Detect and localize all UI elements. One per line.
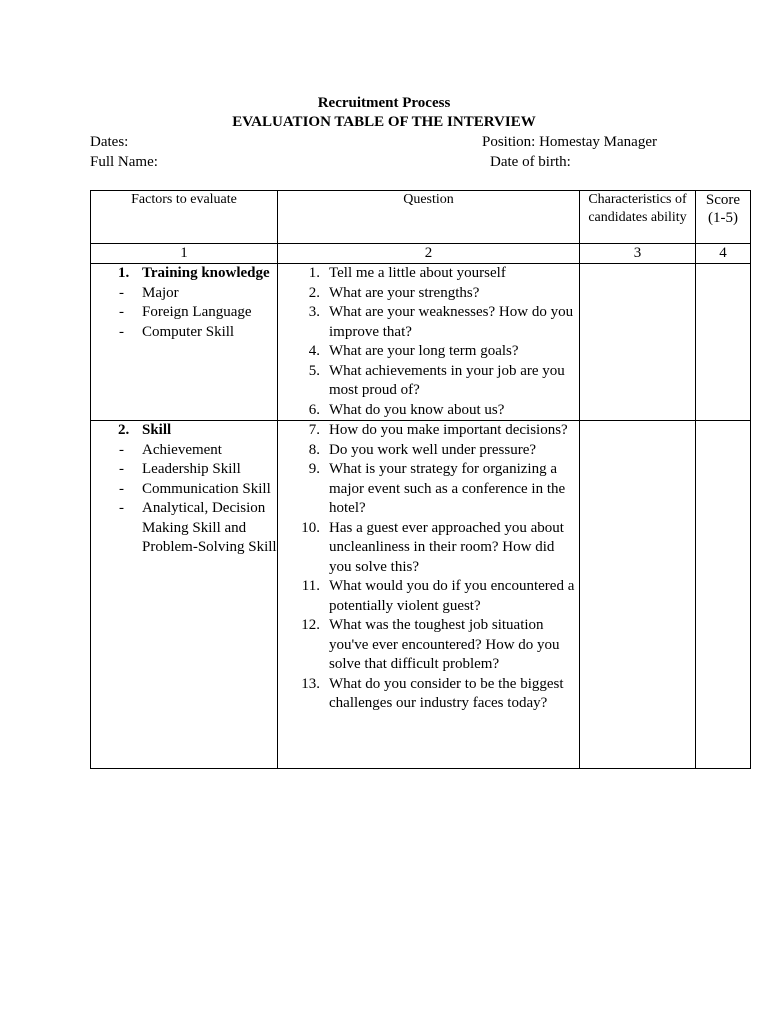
section-title — [91, 421, 277, 441]
question-number: 13. — [301, 675, 320, 692]
factor-item: - Achievement — [119, 441, 222, 458]
factors-cell — [91, 264, 278, 421]
questions-cell — [278, 421, 580, 769]
characteristics-cell[interactable] — [580, 421, 696, 769]
document-subtitle: EVALUATION TABLE OF THE INTERVIEW — [232, 114, 536, 130]
question-text: What are your long term goals? — [329, 343, 519, 359]
question-text: What are your weaknesses? How do you improve that? — [329, 304, 574, 340]
question-number: 5. — [308, 362, 320, 379]
factor-text: Analytical, Decision Making Skill and Problem-Solving Skill — [142, 500, 277, 555]
question-item — [278, 401, 579, 421]
question-number: 7. — [308, 422, 320, 438]
factor-text: Foreign Language — [142, 304, 252, 320]
question-number: 4. — [308, 343, 320, 359]
score-cell[interactable] — [696, 264, 751, 421]
question-item — [278, 441, 579, 461]
column-number: 1 — [91, 244, 278, 264]
question-text: Has a guest ever approached you about uncleanliness in their room? How did you solve this? — [329, 519, 564, 575]
column-number-row — [91, 244, 751, 264]
factor-text: Major — [142, 284, 179, 301]
section-number: 2. — [118, 422, 130, 438]
factor-text: Communication Skill — [142, 480, 271, 497]
question-item — [278, 675, 579, 714]
question-text: What achievements in your job are you most proud of? — [329, 362, 565, 398]
section-title-text: Training knowledge — [142, 265, 270, 281]
section-number: 1. — [118, 265, 130, 281]
table-row — [91, 264, 751, 421]
table-row — [91, 421, 751, 769]
factor-item: - Computer Skill — [119, 323, 235, 340]
question-number: 2. — [308, 284, 320, 301]
question-item — [278, 264, 579, 284]
question-text: Do you work well under pressure? — [329, 441, 537, 458]
question-number: 10. — [301, 519, 320, 536]
question-item — [278, 460, 579, 519]
date-of-birth-label: Date of birth: — [490, 154, 571, 170]
factor-text: Achievement — [142, 441, 222, 458]
question-item — [278, 616, 579, 675]
question-item — [278, 519, 579, 578]
position-label: Position: Homestay Manager — [482, 134, 657, 150]
column-header-factors: Factors to evaluate — [91, 191, 278, 244]
question-item — [278, 284, 579, 304]
factor-item: - Communication Skill — [119, 480, 271, 497]
question-text: What are your strengths? — [329, 284, 480, 301]
factor-item: - Analytical, Decision Making Skill and Problem-Solving Skill — [119, 500, 277, 555]
question-number: 6. — [308, 401, 320, 418]
question-text: What do you know about us? — [329, 401, 505, 418]
question-number: 12. — [301, 617, 320, 633]
factors-cell — [91, 421, 278, 769]
question-item — [278, 421, 579, 441]
factor-item: - Foreign Language — [119, 304, 252, 320]
question-text: What is your strategy for organizing a major event such as a conference in the hotel? — [329, 461, 566, 516]
question-text: How do you make important decisions? — [329, 422, 568, 438]
questions-cell — [278, 264, 580, 421]
question-text: What was the toughest job situation you've ever encountered? How do you solve that difficult problem? — [329, 617, 560, 672]
section-title-text: Skill — [142, 422, 172, 438]
factor-item: - Leadership Skill — [119, 461, 241, 477]
factor-text: Leadership Skill — [142, 461, 241, 477]
question-item — [278, 362, 579, 401]
full-name-label: Full Name: — [90, 154, 158, 170]
document-title: Recruitment Process — [317, 95, 451, 111]
question-number: 3. — [308, 304, 320, 320]
question-number: 11. — [301, 578, 320, 594]
column-header-question: Question — [278, 191, 580, 244]
column-header-score: Score (1-5) — [696, 191, 751, 244]
evaluation-table — [90, 190, 751, 769]
question-text: What do you consider to be the biggest challenges our industry faces today? — [329, 675, 564, 711]
score-cell[interactable] — [696, 421, 751, 769]
question-text: What would you do if you encountered a potentially violent guest? — [329, 578, 575, 614]
question-number: 1. — [308, 265, 320, 281]
question-item — [278, 577, 579, 616]
column-header-characteristics: Characteristics of candidates ability — [580, 191, 696, 244]
dates-label: Dates: — [90, 134, 129, 150]
factor-item: - Major — [119, 284, 179, 301]
section-title — [91, 264, 277, 284]
question-text: Tell me a little about yourself — [329, 265, 506, 281]
column-number: 4 — [696, 244, 751, 264]
characteristics-cell[interactable] — [580, 264, 696, 421]
question-number: 9. — [308, 461, 320, 477]
question-number: 8. — [308, 441, 320, 458]
column-number: 3 — [580, 244, 696, 264]
question-item — [278, 342, 579, 362]
factor-text: Computer Skill — [142, 323, 235, 340]
question-item — [278, 303, 579, 342]
column-number: 2 — [278, 244, 580, 264]
table-header-row — [91, 191, 751, 244]
